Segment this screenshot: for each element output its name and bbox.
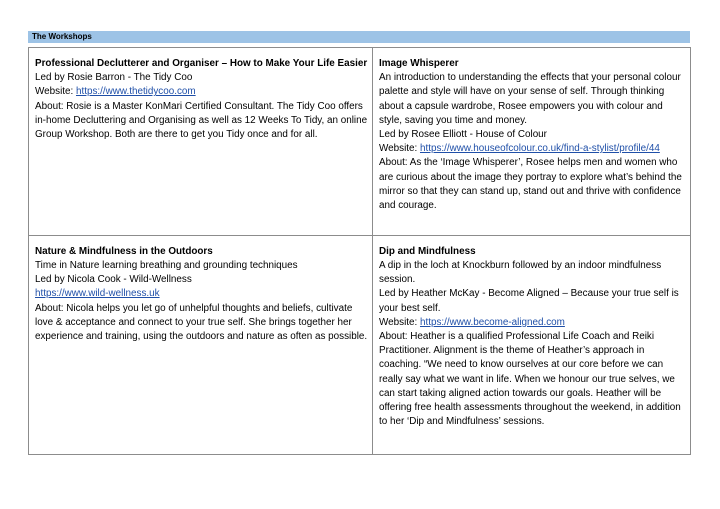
workshop-intro: Time in Nature learning breathing and grounding techniques xyxy=(35,260,298,272)
website-label: Website: xyxy=(379,143,420,155)
workshop-about: About: Rosie is a Master KonMari Certified Consultant. The Tidy Coo offers in-home Decluttering and Organising as well as 12 Weeks To Tidy, an online Group Workshop. Both are there to get you Tidy once and for all. xyxy=(35,100,368,141)
workshop-cell-declutter xyxy=(29,48,373,236)
table-row xyxy=(29,235,691,454)
section-title: The Workshops xyxy=(32,32,92,41)
workshop-cell-dip xyxy=(373,235,691,454)
workshop-leader: Led by Nicola Cook - Wild-Wellness xyxy=(35,274,192,286)
workshop-leader: Led by Rosee Elliott - House of Colour xyxy=(379,129,547,141)
website-link[interactable]: https://www.become-aligned.com xyxy=(419,316,565,328)
workshop-leader: Led by Heather McKay - Become Aligned – Because your true self is your best self. xyxy=(379,288,679,314)
workshops-table xyxy=(28,47,691,455)
website-label: Website: xyxy=(35,86,76,98)
website-link[interactable]: https://www.houseofcolour.co.uk/find-a-stylist/profile/44 xyxy=(419,143,660,155)
workshop-title: Dip and Mindfulness xyxy=(379,245,476,257)
table-row xyxy=(29,48,691,236)
workshop-website xyxy=(35,85,368,99)
website-link[interactable]: https://www.wild-wellness.uk xyxy=(35,288,160,300)
workshop-website xyxy=(379,316,686,330)
workshop-intro: A dip in the loch at Knockburn followed by an indoor mindfulness session. xyxy=(379,260,662,286)
workshop-cell-nature xyxy=(29,235,373,454)
workshop-website xyxy=(379,142,686,156)
workshop-website xyxy=(35,287,368,301)
workshop-title: Professional Declutterer and Organiser – How to Make Your Life Easier xyxy=(35,58,368,69)
workshop-title: Nature & Mindfulness in the Outdoors xyxy=(35,245,213,257)
workshop-about: About: As the ‘Image Whisperer’, Rosee helps men and women who are curious about the image they portray to explore what’s behind the mirror so that they can stand up, stand out and thrive with confidence and courage. xyxy=(379,157,682,212)
workshop-title: Image Whisperer xyxy=(379,58,459,69)
website-link[interactable]: https://www.thetidycoo.com xyxy=(75,86,196,98)
workshop-about: About: Nicola helps you let go of unhelpful thoughts and beliefs, cultivate love & acceptance and connect to your true self. She brings together her experience and training, using the outdoors and nature as often as possible. xyxy=(35,302,368,343)
workshop-intro: An introduction to understanding the effects that your personal colour palette and style will have on your sense of self. Through thinking about a capsule wardrobe, Rosee empowers you with colour and style, saving you time and money. xyxy=(379,72,681,126)
workshop-about: About: Heather is a qualified Professional Life Coach and Reiki Practitioner. Alignment is the theme of Heather’s approach in coaching. “We need to know ourselves at our core before we can really say what we want in life. When we honour our true selves, we can start taking aligned action towards our goals. Heather will be offering free health assessments throughout the weekend, in addition to her ‘Dip and Mindfulness’ sessions. xyxy=(379,331,681,428)
section-header xyxy=(28,31,690,43)
website-label: Website: xyxy=(379,316,420,328)
workshop-cell-image-whisperer xyxy=(373,48,691,236)
workshop-leader: Led by Rosie Barron - The Tidy Coo xyxy=(35,72,193,84)
